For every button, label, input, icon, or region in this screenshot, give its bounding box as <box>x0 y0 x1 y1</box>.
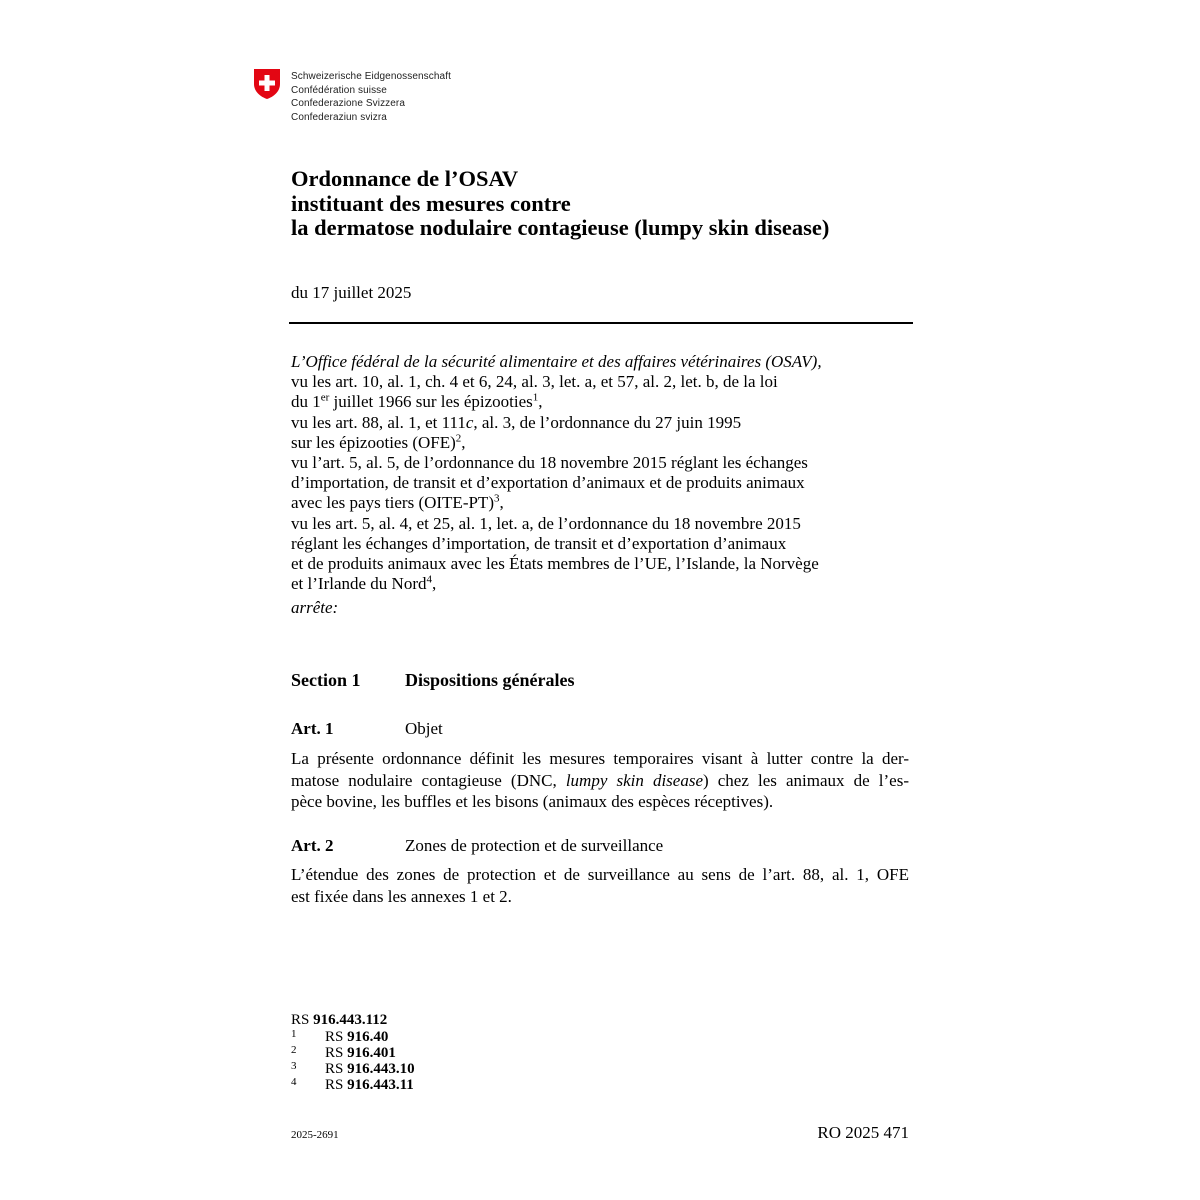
rs-prefix: RS <box>325 1029 344 1045</box>
rs-prefix: RS <box>325 1077 344 1093</box>
title-line-3: la dermatose nodulaire contagieuse (lumpy skin disease) <box>291 215 830 240</box>
preamble-text: du 1 <box>291 392 321 412</box>
article-title: Zones de protection et de surveillance <box>405 836 664 855</box>
article-text: matose nodulaire contagieuse (DNC, <box>291 770 566 790</box>
footnote-ref-3[interactable]: 3 <box>493 492 500 505</box>
article-1-heading <box>291 719 443 739</box>
section-number: Section 1 <box>291 670 361 690</box>
title-line-1: Ordonnance de l’OSAV <box>291 166 519 191</box>
preamble-line <box>291 413 911 433</box>
article-line: La présente ordonnance définit les mesures temporaires visant à lutter contre la der- <box>291 749 909 768</box>
confed-line-fr: Confédération suisse <box>291 84 387 96</box>
article-line: pèce bovine, les buffles et les bisons (animaux des espèces réceptives). <box>291 792 774 811</box>
article-line: L’étendue des zones de protection et de surveillance au sens de l’art. 88, al. 1, OFE <box>291 865 909 884</box>
article-2-body <box>291 864 909 907</box>
preamble-text-italic: c <box>465 412 474 432</box>
preamble-line: vu les art. 10, al. 1, ch. 4 et 6, 24, al. 3, let. a, et 57, al. 2, let. b, de la loi <box>291 372 778 392</box>
rs-prefix: RS <box>325 1061 344 1077</box>
footnote-text <box>325 1045 396 1061</box>
ordinal-suffix: er <box>320 391 330 404</box>
issuing-authority: L’Office fédéral de la sécurité alimentaire et des affaires vétérinaires (OSAV), <box>291 352 822 371</box>
footnote-number: 1 <box>291 1028 297 1040</box>
footnote-number: 4 <box>291 1076 297 1088</box>
confed-line-it: Confederazione Svizzera <box>291 98 406 109</box>
preamble-text: , <box>431 574 437 594</box>
preamble-text: sur les épizooties (OFE) <box>291 432 456 452</box>
footnotes <box>291 1011 415 1093</box>
rs-prefix: RS <box>325 1045 344 1061</box>
official-compilation-reference: RO 2025 471 <box>817 1123 909 1142</box>
footnote-ref-2[interactable]: 2 <box>455 432 462 445</box>
article-title: Objet <box>405 719 443 738</box>
footnote-ref-1[interactable]: 1 <box>532 391 539 404</box>
preamble-line <box>291 493 911 513</box>
preamble-line: vu l’art. 5, al. 5, de l’ordonnance du 18 novembre 2015 réglant les échanges <box>291 453 808 473</box>
section-title: Dispositions générales <box>405 670 575 690</box>
preamble-line <box>291 574 911 594</box>
section-heading <box>291 670 575 691</box>
article-number: Art. 2 <box>291 836 334 855</box>
document-title <box>291 167 829 241</box>
title-divider <box>289 322 913 324</box>
preamble-line <box>291 433 911 453</box>
document-date: du 17 juillet 2025 <box>291 283 412 302</box>
article-text: ) chez les animaux de l’es- <box>703 770 909 790</box>
footnote-text <box>325 1029 388 1045</box>
preamble-text: , <box>538 392 543 412</box>
rs-reference[interactable]: 916.443.11 <box>347 1077 414 1093</box>
preamble-text: juillet 1966 sur les épizooties <box>329 392 533 412</box>
confederation-names <box>291 70 451 124</box>
rs-number: 916.443.112 <box>313 1012 388 1028</box>
preamble-line <box>291 392 911 412</box>
preamble <box>291 352 911 619</box>
preamble-text: avec les pays tiers (OITE-PT) <box>291 493 494 513</box>
document-number: 2025-2691 <box>291 1129 339 1141</box>
rs-reference[interactable]: 916.40 <box>347 1029 389 1045</box>
preamble-line: vu les art. 5, al. 4, et 25, al. 1, let. a, de l’ordonnance du 18 novembre 2015 <box>291 513 801 533</box>
footnote-text <box>325 1077 414 1093</box>
preamble-text: , <box>461 432 466 452</box>
article-line: est fixée dans les annexes 1 et 2. <box>291 886 512 906</box>
article-number: Art. 1 <box>291 719 334 738</box>
confed-line-rm: Confederaziun svizra <box>291 111 387 123</box>
rs-prefix: RS <box>291 1012 310 1028</box>
title-line-2: instituant des mesures contre <box>291 190 571 216</box>
rs-reference[interactable]: 916.443.10 <box>347 1061 415 1077</box>
article-2-heading <box>291 836 663 856</box>
confed-line-de: Schweizerische Eidgenossenschaft <box>291 71 451 82</box>
article-text-italic: lumpy skin disease <box>565 770 703 790</box>
preamble-text: vu les art. 88, al. 1, et 111 <box>291 412 466 432</box>
footnote-text <box>325 1061 415 1077</box>
preamble-text: , <box>499 493 504 513</box>
article-line <box>291 770 909 792</box>
footnote-number: 2 <box>291 1044 297 1056</box>
article-1-body <box>291 748 909 813</box>
federal-header <box>253 68 451 124</box>
footnote-number: 3 <box>291 1060 297 1072</box>
swiss-cross-icon <box>253 68 281 100</box>
footnote-ref-4[interactable]: 4 <box>426 573 432 586</box>
preamble-line: réglant les échanges d’importation, de transit et d’exportation d’animaux <box>291 533 787 553</box>
rs-reference[interactable]: 916.401 <box>347 1045 396 1061</box>
preamble-text: , al. 3, de l’ordonnance du 27 juin 1995 <box>473 412 742 432</box>
enacting-formula: arrête: <box>291 598 339 618</box>
footnote-item <box>291 1077 415 1093</box>
preamble-line: et de produits animaux avec les États membres de l’UE, l’Islande, la Norvège <box>291 554 819 574</box>
preamble-line: d’importation, de transit et d’exportation d’animaux et de produits animaux <box>291 473 805 493</box>
preamble-text: et l’Irlande du Nord <box>291 574 427 594</box>
